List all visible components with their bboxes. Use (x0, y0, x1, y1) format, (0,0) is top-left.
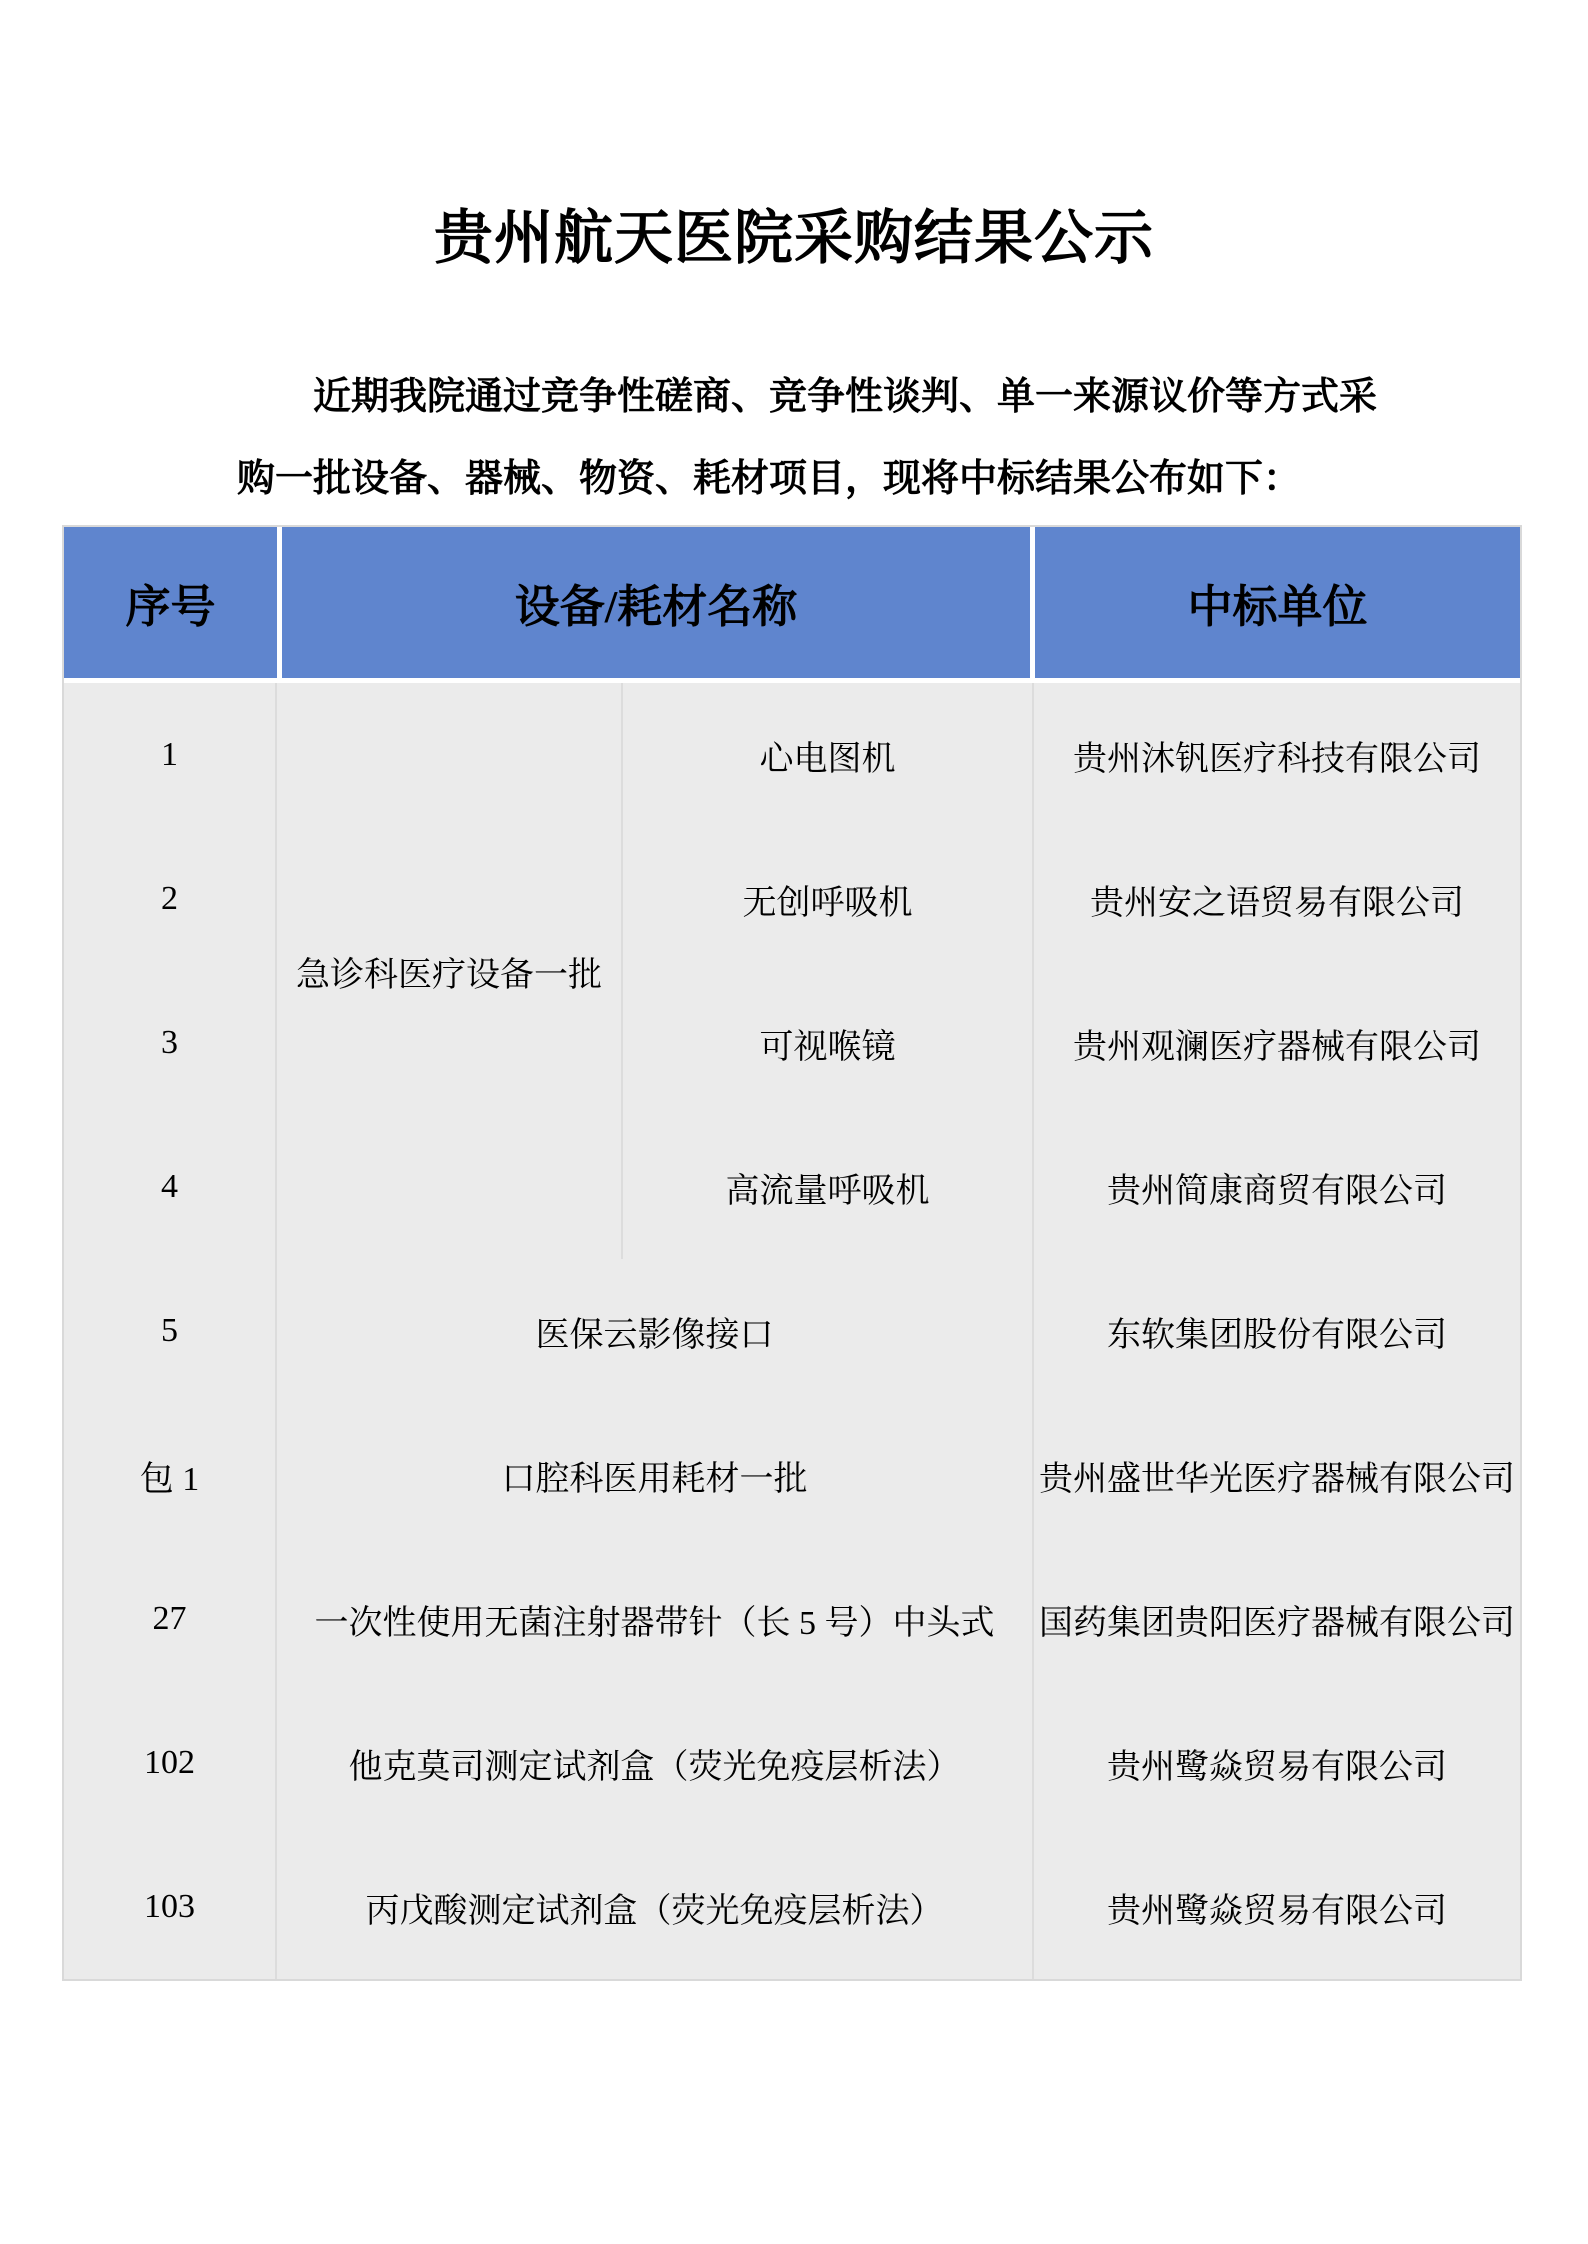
header-cell-item-name: 设备/耗材名称 (282, 527, 1030, 678)
serial-cell: 4 (64, 1115, 277, 1259)
header-cell-serial: 序号 (64, 527, 277, 678)
serial-cell: 2 (64, 827, 277, 971)
intro-line-2: 购一批设备、器械、物资、耗材项目，现将中标结果公布如下： (237, 458, 1302, 500)
item-cell: 丙戊酸测定试剂盒（荧光免疫层析法） (365, 1892, 944, 1930)
item-cell: 心电图机 (759, 740, 896, 778)
winner-cell: 贵州盛世华光医疗器械有限公司 (1032, 1403, 1520, 1547)
serial-cell: 103 (64, 1835, 277, 1979)
item-cell: 无创呼吸机 (742, 884, 913, 922)
serial-cell: 5 (64, 1259, 277, 1403)
serial-cell: 包 1 (64, 1403, 277, 1547)
winner-cell: 贵州安之语贸易有限公司 (1032, 827, 1520, 971)
serial-cell: 27 (64, 1547, 277, 1691)
serial-cell: 1 (64, 683, 277, 827)
intro-line-1: 近期我院通过竞争性磋商、竞争性谈判、单一来源议价等方式采 (313, 376, 1378, 418)
winner-cell: 贵州观澜医疗器械有限公司 (1032, 971, 1520, 1115)
item-cell: 可视喉镜 (759, 1028, 896, 1066)
winner-cell: 贵州简康商贸有限公司 (1032, 1115, 1520, 1259)
winner-cell: 贵州鹭焱贸易有限公司 (1032, 1691, 1520, 1835)
winner-cell: 国药集团贵阳医疗器械有限公司 (1032, 1547, 1520, 1691)
serial-cell: 102 (64, 1691, 277, 1835)
serial-cell: 3 (64, 971, 277, 1115)
item-cell: 口腔科医用耗材一批 (501, 1460, 808, 1498)
item-cell: 医保云影像接口 (535, 1316, 774, 1354)
item-cell: 一次性使用无菌注射器带针（长 5 号）中头式 (314, 1604, 995, 1642)
merged-category-cell: 急诊科医疗设备一批 (277, 683, 623, 1259)
page-title: 贵州航天医院采购结果公示 (433, 205, 1154, 271)
winner-cell: 贵州沐钒医疗科技有限公司 (1032, 683, 1520, 827)
table-body (64, 683, 1520, 1979)
item-cell: 他克莫司测定试剂盒（荧光免疫层析法） (348, 1748, 961, 1786)
winner-cell: 贵州鹭焱贸易有限公司 (1032, 1835, 1520, 1979)
intro-paragraph (237, 356, 1378, 520)
winner-cell: 东软集团股份有限公司 (1032, 1259, 1520, 1403)
item-cell: 高流量呼吸机 (725, 1172, 930, 1210)
header-cell-winner: 中标单位 (1035, 527, 1520, 678)
procurement-table (62, 525, 1522, 1981)
table-header-row (64, 527, 1520, 678)
